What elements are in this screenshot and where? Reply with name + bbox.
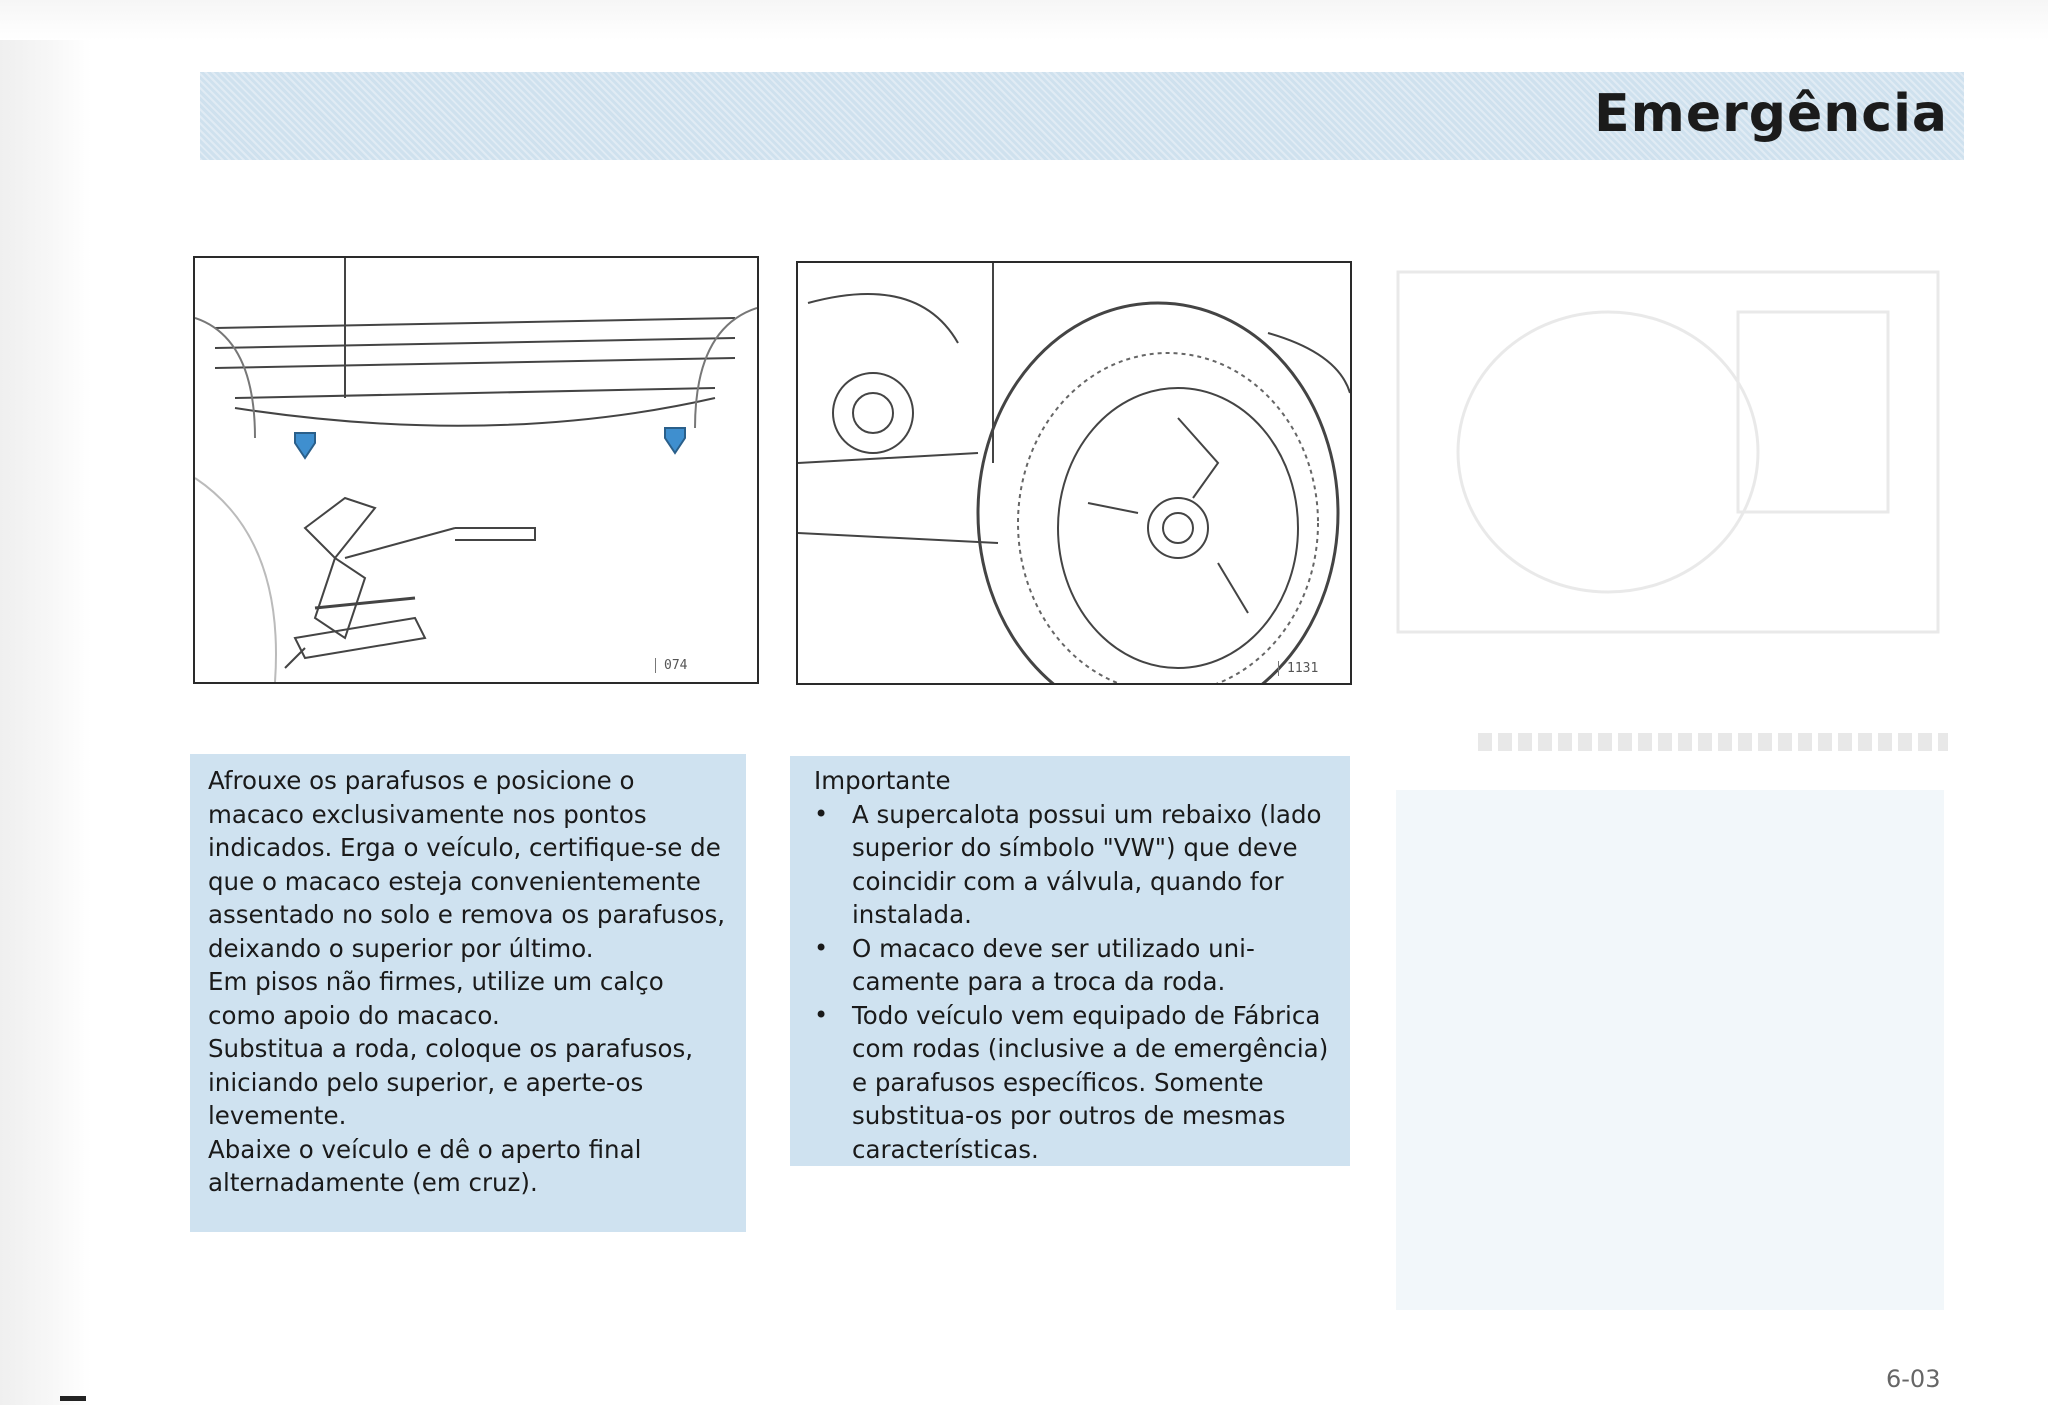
- figure-wheel-cover: [796, 261, 1352, 685]
- instruction-paragraph: Em pisos não firmes, utilize um calço como apoio do macaco.: [208, 967, 664, 1030]
- important-list: [814, 798, 1334, 1167]
- page-number: 6-03: [1886, 1365, 1941, 1393]
- list-item: • Todo veículo vem equipado de Fábrica com rodas (inclusive a de emergência) e parafusos específicos. Somente substitua-os por outros de mesmas características.: [814, 999, 1334, 1167]
- section-title: Emergência: [1594, 84, 1948, 144]
- important-notes-textbox: [790, 756, 1350, 1166]
- bleed-through-textbox: [1396, 790, 1944, 1310]
- list-item: • A supercalota possui um rebaixo (lado superior do símbolo "VW") que deve coincidir com a válvula, quando for instalada.: [814, 798, 1334, 932]
- bleed-through-text: [1478, 733, 1948, 751]
- important-heading: Importante: [814, 766, 951, 795]
- top-page-shade: [0, 0, 2048, 40]
- figure-jack-points: [193, 256, 759, 684]
- corner-mark: [60, 1396, 86, 1401]
- figure-code: 074: [655, 658, 687, 673]
- instruction-paragraph: Abaixe o veículo e dê o aperto final alternadamente (em cruz).: [208, 1134, 642, 1197]
- figure-code: 1131: [1278, 661, 1318, 676]
- instructions-textbox: [190, 754, 746, 1232]
- list-item: • O macaco deve ser utilizado unicamente para a troca da roda.: [814, 932, 1334, 999]
- instruction-paragraph: Afrouxe os parafusos e posicione o macaco exclusivamente nos pontos indicados. Erga o veículo, certifique-se de que o macaco esteja convenientemente assentado no solo e remova os parafusos, deixando o superior por último.: [208, 766, 726, 963]
- jack-point-arrow-left: [295, 433, 315, 458]
- jack-under-car-illustration: [195, 258, 757, 682]
- jack-point-arrow-right: [665, 428, 685, 453]
- wheel-cover-illustration: [798, 263, 1350, 683]
- instruction-paragraph: Substitua a roda, coloque os parafusos, iniciando pelo superior, e aperte-os levemente.: [208, 1034, 694, 1130]
- book-gutter-shadow: [0, 0, 92, 1405]
- bleed-through-illustration: [1378, 252, 1954, 670]
